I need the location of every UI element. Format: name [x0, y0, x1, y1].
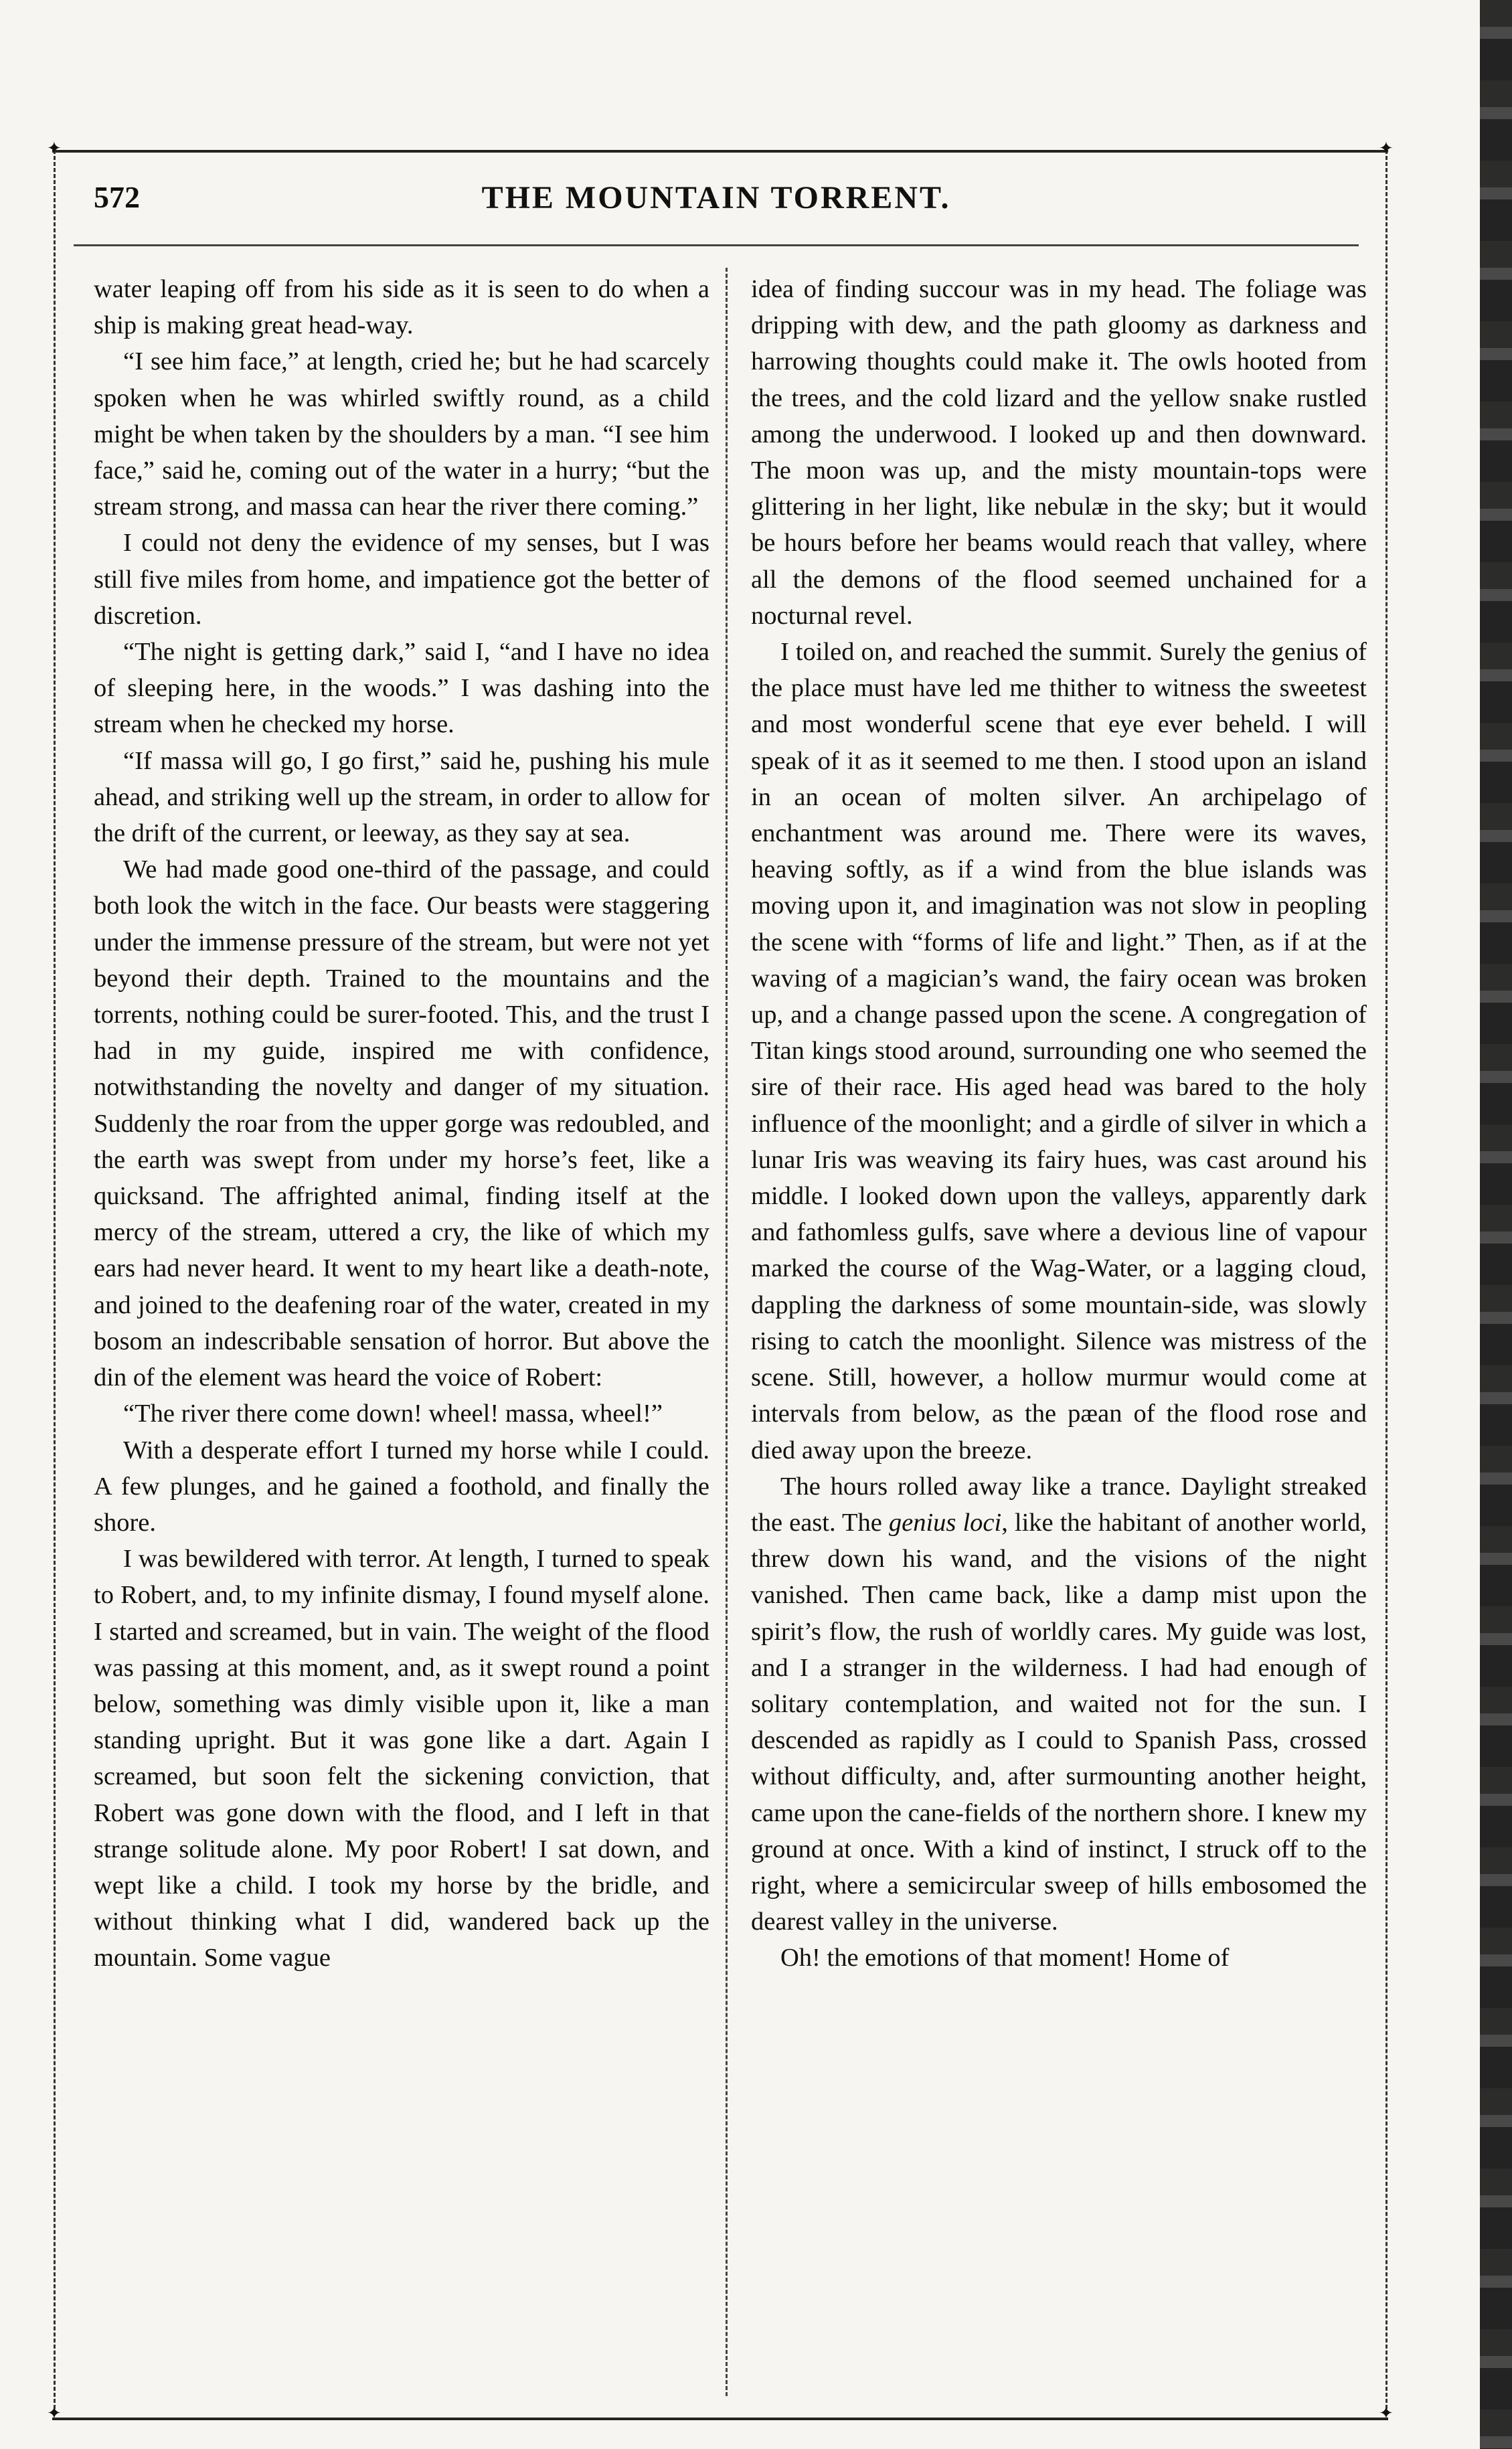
left-border-rule	[54, 150, 56, 2415]
text-run: , like the habitant of another world, threw down his wand, and the visions of the night vanished. Then came back, like a damp mist upon the spirit’s flow, the rush of worldly cares. My guide was lost, and I a stranger in the wilderness. I had had enough of solitary contemplation, and waited not for the sun. I descended as rapidly as I could to Spanish Pass, crossed without difficulty, and, after surmounting another height, came upon the cane-fields of the northern shore. I knew my ground at once. With a kind of instinct, I struck off to the right, where a semicircular sweep of hills embosomed the dearest valley in the universe.	[751, 1508, 1367, 1936]
page-number: 572	[94, 180, 140, 214]
right-border-rule	[1385, 150, 1388, 2415]
paragraph: Oh! the emotions of that moment! Home of	[780, 1944, 1230, 1972]
paragraph: With a desperate effort I turned my horse while I could. A few plunges, and he gained a foothold, and finally the shore.	[94, 1436, 709, 1537]
running-title: THE MOUNTAIN TORRENT.	[481, 180, 951, 216]
page-header	[74, 179, 1359, 233]
ornament-top-right-icon: ✦	[1379, 139, 1394, 158]
paragraph: We had made good one-third of the passage, and could both look the witch in the face. Our beasts were staggering under the immense pressure of the stream, but were not yet beyond their depth. Trained to the mountains and the torrents, nothing could be surer-footed. This, and the trust I had in my guide, inspired me with confidence, notwithstanding the novelty and danger of my situation. Suddenly the roar from the upper gorge was redoubled, and the earth was swept from under my horse’s feet, like a quicksand. The affrighted animal, finding itself at the mercy of the stream, uttered a cry, the like of which my ears had never heard. It went to my heart like a death-note, and joined to the deafening roar of the water, created in my bosom an indescribable sensation of horror. But above the din of the element was heard the voice of Robert:	[94, 855, 709, 1392]
paragraph: water leaping off from his side as it is seen to do when a ship is making great head-way.	[94, 275, 709, 340]
paragraph: I toiled on, and reached the summit. Surely the genius of the place must have led me thither to witness the sweetest and most wonderful scene that eye ever beheld. I will speak of it as it seemed to me then. I stood upon an island in an ocean of molten silver. An archipelago of enchantment was around me. There were its waves, heaving softly, as if a wind from the blue islands was moving upon it, and imagination was not slow in peopling the scene with “forms of life and light.” Then, as if at the waving of a magician’s wand, the fairy ocean was broken up, and a change passed upon the scene. A congregation of Titan kings stood around, surrounding one who seemed the sire of their race. His aged head was bared to the holy influence of the moonlight; and a girdle of silver in which a lunar Iris was weaving its fairy hues, was cast around his middle. I looked down upon the valleys, apparently dark and fathomless gulfs, save where a devious line of vapour marked the course of the Wag-Water, or a lagging cloud, dappling the darkness of some mountain-side, was slowly rising to catch the moonlight. Silence was mistress of the scene. Still, however, a hollow murmur would come at intervals from below, as the pæan of the flood rose and died away upon the breeze.	[751, 638, 1367, 1464]
left-column	[94, 271, 709, 1976]
ornament-top-left-icon: ✦	[47, 139, 62, 158]
header-rule	[74, 244, 1359, 246]
text-run: The hours rolled away like a trance. Daylight streaked the east. The	[751, 1472, 1367, 1537]
paragraph: “I see him face,” at length, cried he; but he had scarcely spoken when he was whirled swiftly round, as a child might be when taken by the shoulders by a man. “I see him face,” said he, coming out of the water in a hurry; “but the stream strong, and massa can hear the river there coming.”	[94, 347, 709, 521]
scan-edge-shadow	[1480, 0, 1512, 2449]
column-divider	[726, 268, 728, 2396]
paragraph	[751, 1468, 1367, 1940]
paragraph: idea of finding succour was in my head. The foliage was dripping with dew, and the path gloomy as darkness and harrowing thoughts could make it. The owls hooted from the trees, and the cold lizard and the yellow snake rustled among the underwood. I looked up and then downward. The moon was up, and the misty mountain-tops were glittering in her light, like nebulæ in the sky; but it would be hours before her beams would reach that valley, where all the demons of the flood seemed unchained for a nocturnal revel.	[751, 275, 1367, 630]
paragraph: “The river there come down! wheel! massa, wheel!”	[123, 1400, 663, 1428]
right-column	[751, 271, 1367, 1976]
paragraph: I was bewildered with terror. At length, I turned to speak to Robert, and, to my infinite dismay, I found myself alone. I started and screamed, but in vain. The weight of the flood was passing at this moment, and, as it swept round a point below, something was dimly visible upon it, like a man standing upright. But it was gone like a dart. Again I screamed, but soon felt the sickening conviction, that Robert was gone down with the flood, and I left in that strange solitude alone. My poor Robert! I sat down, and wept like a child. I took my horse by the bridle, and without thinking what I did, wandered back up the mountain. Some vague	[94, 1545, 709, 1972]
italic-phrase: genius loci	[888, 1508, 1002, 1537]
paragraph: “The night is getting dark,” said I, “and I have no idea of sleeping here, in the woods.” I was dashing into the stream when he checked my horse.	[94, 638, 709, 739]
paragraph: “If massa will go, I go first,” said he, pushing his mule ahead, and striking well up the stream, in order to allow for the drift of the current, or leeway, as they say at sea.	[94, 746, 709, 848]
paragraph: I could not deny the evidence of my senses, but I was still five miles from home, and impatience got the better of discretion.	[94, 529, 709, 630]
ornament-bottom-right-icon: ✦	[1379, 2403, 1394, 2423]
ornament-bottom-left-icon: ✦	[47, 2403, 62, 2423]
